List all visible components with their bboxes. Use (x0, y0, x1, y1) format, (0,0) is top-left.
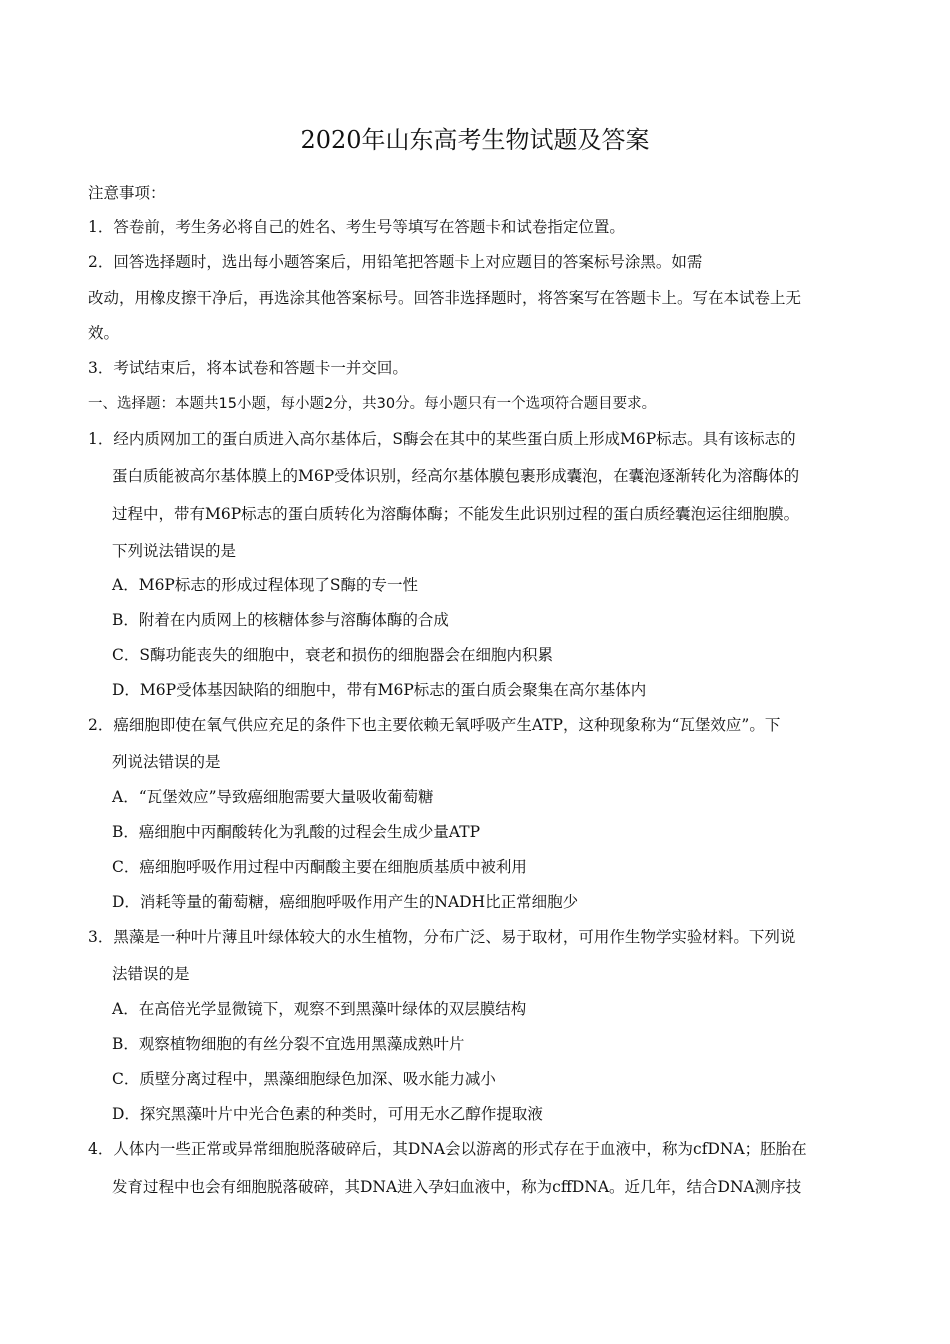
question-stem: 过程中，带有M6P标志的蛋白质转化为溶酶体酶；不能发生此识别过程的蛋白质经囊泡运往细胞膜。 (112, 505, 800, 523)
page-title: 2020年山东高考生物试题及答案 (300, 126, 650, 154)
question-stem: 1．经内质网加工的蛋白质进入高尔基体后，S酶会在其中的某些蛋白质上形成M6P标志。具有该标志的 (88, 430, 796, 448)
question-stem: 发育过程中也会有细胞脱落破碎，其DNA进入孕妇血液中，称为cffDNA。近几年，结合DNA测序技 (112, 1178, 802, 1196)
answer-option: B．癌细胞中丙酮酸转化为乳酸的过程会生成少量ATP (112, 823, 481, 841)
notice-item-continued: 改动，用橡皮擦干净后，再选涂其他答案标号。回答非选择题时，将答案写在答题卡上。写在本试卷上无 (88, 289, 802, 307)
question-stem: 4．人体内一些正常或异常细胞脱落破碎后，其DNA会以游离的形式存在于血液中，称为cfDNA；胚胎在 (88, 1140, 807, 1158)
answer-option: D．消耗等量的葡萄糖，癌细胞呼吸作用产生的NADH比正常细胞少 (112, 893, 579, 911)
answer-option: D．探究黑藻叶片中光合色素的种类时，可用无水乙醇作提取液 (112, 1105, 543, 1123)
answer-option: A．M6P标志的形成过程体现了S酶的专一性 (112, 576, 418, 594)
answer-option: A．在高倍光学显微镜下，观察不到黑藻叶绿体的双层膜结构 (112, 1000, 527, 1018)
question-stem: 列说法错误的是 (112, 753, 221, 771)
question-stem: 2．癌细胞即使在氧气供应充足的条件下也主要依赖无氧呼吸产生ATP，这种现象称为“瓦堡效应”。下 (88, 716, 781, 734)
question-stem: 蛋白质能被高尔基体膜上的M6P受体识别，经高尔基体膜包裹形成囊泡，在囊泡逐渐转化为溶酶体的 (112, 467, 800, 485)
answer-option: A．“瓦堡效应”导致癌细胞需要大量吸收葡萄糖 (112, 788, 434, 806)
question-stem: 法错误的是 (112, 965, 190, 983)
question-stem: 3．黑藻是一种叶片薄且叶绿体较大的水生植物，分布广泛、易于取材，可用作生物学实验材料。下列说 (88, 928, 796, 946)
answer-option: C．S酶功能丧失的细胞中，衰老和损伤的细胞器会在细胞内积累 (112, 646, 553, 664)
notice-item: 1．答卷前，考生务必将自己的姓名、考生号等填写在答题卡和试卷指定位置。 (88, 218, 625, 236)
answer-option: B．附着在内质网上的核糖体参与溶酶体酶的合成 (112, 611, 449, 629)
section-heading: 一、选择题：本题共15小题，每小题2分，共30分。每小题只有一个选项符合题目要求。 (88, 396, 657, 412)
answer-option: D．M6P受体基因缺陷的细胞中，带有M6P标志的蛋白质会聚集在高尔基体内 (112, 681, 647, 699)
answer-option: B．观察植物细胞的有丝分裂不宜选用黑藻成熟叶片 (112, 1035, 465, 1053)
notice-item-continued: 效。 (88, 324, 120, 342)
notice-heading: 注意事项： (88, 184, 166, 202)
question-stem: 下列说法错误的是 (112, 542, 237, 560)
answer-option: C．癌细胞呼吸作用过程中丙酮酸主要在细胞质基质中被利用 (112, 858, 527, 876)
answer-option: C．质壁分离过程中，黑藻细胞绿色加深、吸水能力减小 (112, 1070, 496, 1088)
notice-item: 2．回答选择题时，选出每小题答案后，用铅笔把答题卡上对应题目的答案标号涂黑。如需 (88, 253, 703, 271)
notice-item: 3．考试结束后，将本试卷和答题卡一并交回。 (88, 359, 408, 377)
